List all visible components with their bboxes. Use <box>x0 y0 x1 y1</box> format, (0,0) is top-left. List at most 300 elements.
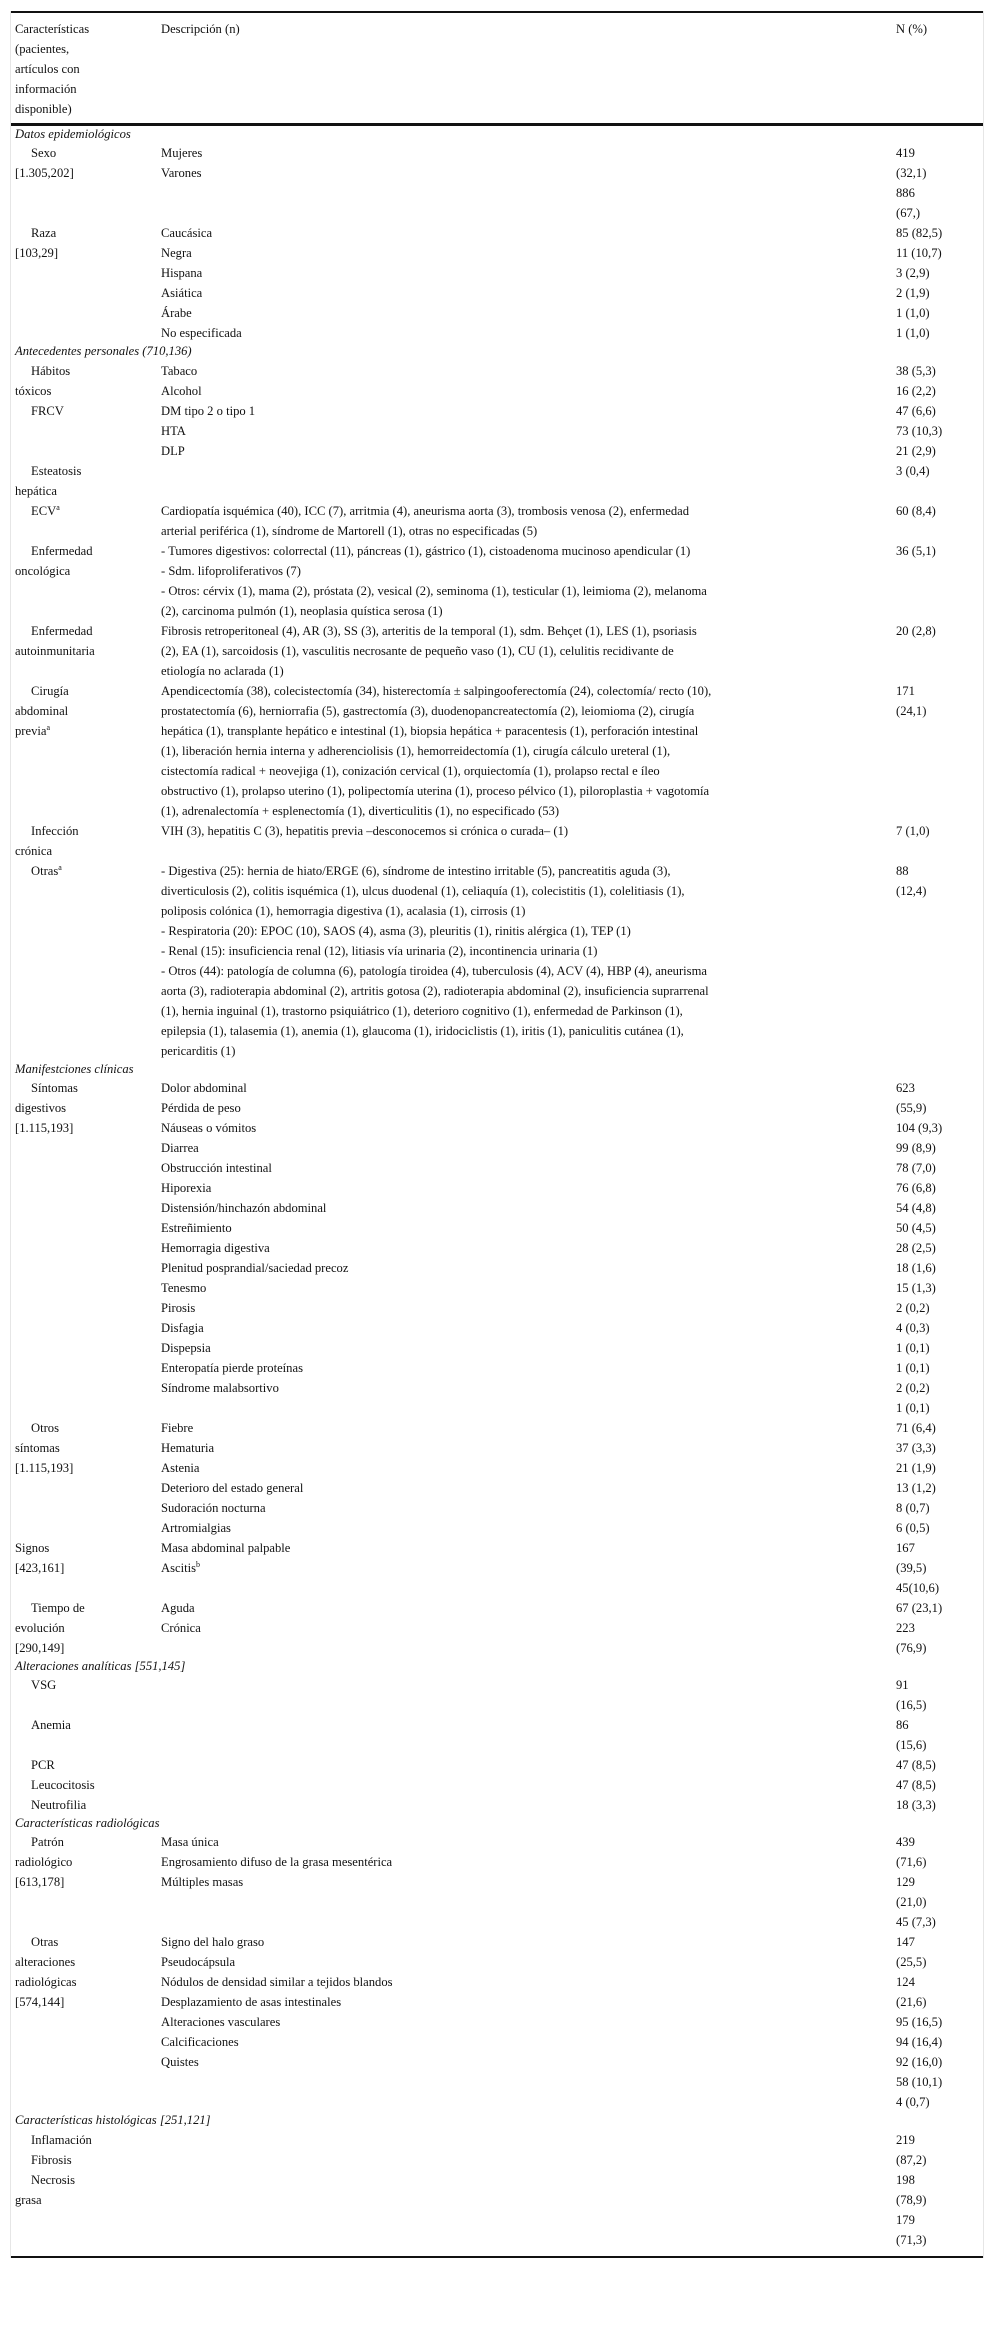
description-cell <box>157 1418 892 1538</box>
n-percent-value: 16 (2,2) <box>896 383 936 398</box>
header-line: (pacientes, <box>15 42 70 56</box>
description-item <box>161 1518 888 1538</box>
description-text: Signo del halo graso <box>161 1935 265 1950</box>
description-item <box>161 361 888 381</box>
description-text: aorta (3), radioterapia abdominal (2), artritis gotosa (2), radioterapia abdominal (2), insuficiencia suprarrenal <box>161 983 709 998</box>
description-item <box>161 1618 888 1638</box>
description-text: Desplazamiento de asas intestinales <box>161 1995 342 2010</box>
description-item <box>161 1558 888 1578</box>
n-percent-value: 38 (5,3) <box>896 363 936 378</box>
table-row <box>11 2130 983 2256</box>
description-item <box>161 2052 888 2072</box>
table-row <box>11 223 983 343</box>
description-item <box>161 2012 888 2032</box>
n-percent-value: 71 (6,4) <box>896 1420 936 1435</box>
description-item <box>161 303 888 323</box>
description-item <box>161 601 888 621</box>
n-percent-cell <box>892 1715 983 1755</box>
description-text: Calcificaciones <box>161 2035 239 2050</box>
table-bottom-rule <box>11 2256 983 2258</box>
description-text: Distensión/hinchazón abdominal <box>161 1200 327 1215</box>
description-text: Alcohol <box>161 383 202 398</box>
n-percent-value: (71,6) <box>896 1855 927 1870</box>
n-percent-value: 28 (2,5) <box>896 1240 936 1255</box>
n-percent-cell <box>892 1775 983 1795</box>
characteristic-cell <box>11 681 157 821</box>
characteristic-cell <box>11 461 157 501</box>
description-text: No especificada <box>161 326 242 341</box>
n-percent-value: 50 (4,5) <box>896 1220 936 1235</box>
n-percent-value: (87,2) <box>896 2152 927 2167</box>
description-item <box>161 1158 888 1178</box>
n-percent-value: 47 (8,5) <box>896 1778 936 1793</box>
footnote-marker: a <box>46 722 51 732</box>
characteristic-cell <box>11 821 157 861</box>
description-item <box>161 1078 888 1098</box>
characteristic-label-text: Otras <box>31 863 59 878</box>
description-cell <box>157 143 892 223</box>
n-percent-value: (67,) <box>896 206 921 221</box>
description-text: (1), adrenalectomía + esplenectomía (1), diverticulitis (1), no especificado (53) <box>161 803 560 818</box>
description-text: Aguda <box>161 1600 195 1615</box>
n-percent-value: 21 (2,9) <box>896 443 936 458</box>
header-n-percent <box>892 12 983 125</box>
n-percent-value: 45(10,6) <box>896 1580 940 1595</box>
characteristic-label: abdominal <box>15 703 69 718</box>
description-cell <box>157 1755 892 1775</box>
description-text: poliposis colónica (1), hemorragia digestiva (1), acalasia (1), cirrosis (1) <box>161 903 526 918</box>
description-item <box>161 2032 888 2052</box>
description-item <box>161 1041 888 1061</box>
description-cell <box>157 681 892 821</box>
n-percent-value: 7 (1,0) <box>896 823 930 838</box>
n-percent-cell <box>892 1538 983 1598</box>
header-description-label: Descripción (n) <box>161 22 240 36</box>
n-percent-value: 439 <box>896 1835 915 1850</box>
description-text: Tabaco <box>161 363 198 378</box>
n-percent-value: 104 (9,3) <box>896 1120 943 1135</box>
description-text: Nódulos de densidad similar a tejidos blandos <box>161 1975 393 1990</box>
description-text: (2), EA (1), sarcoidosis (1), vasculitis necrosante de pequeño vaso (1), CU (1), celulitis recidivante de <box>161 643 674 658</box>
n-percent-value: (21,0) <box>896 1895 927 1910</box>
description-cell <box>157 541 892 621</box>
description-item <box>161 941 888 961</box>
description-item <box>161 721 888 741</box>
description-item <box>161 621 888 641</box>
characteristic-label: digestivos <box>15 1100 67 1115</box>
characteristic-cell <box>11 1832 157 1932</box>
n-percent-value: (24,1) <box>896 703 927 718</box>
description-text: Múltiples masas <box>161 1875 244 1890</box>
description-text: Apendicectomía (38), colecistectomía (34), histerectomía ± salpingooferectomía (24), colectomía/ recto (10), <box>161 683 712 698</box>
characteristic-cell <box>11 1795 157 1815</box>
section-title: Manifestciones clínicas <box>15 1061 134 1076</box>
n-percent-value: 18 (1,6) <box>896 1260 936 1275</box>
description-item <box>161 223 888 243</box>
description-text: Hispana <box>161 266 203 281</box>
n-percent-value: 37 (3,3) <box>896 1440 936 1455</box>
n-percent-cell <box>892 461 983 501</box>
characteristic-cell <box>11 223 157 343</box>
n-percent-cell <box>892 501 983 541</box>
description-item <box>161 1001 888 1021</box>
n-percent-value: 73 (10,3) <box>896 423 943 438</box>
description-item <box>161 1378 888 1398</box>
description-text: Estreñimiento <box>161 1220 232 1235</box>
table-row <box>11 821 983 861</box>
description-text: Negra <box>161 246 192 261</box>
description-text: etiología no aclarada (1) <box>161 663 284 678</box>
description-cell <box>157 621 892 681</box>
n-percent-value: 2 (0,2) <box>896 1380 930 1395</box>
characteristic-label: Enfermedad <box>31 623 93 638</box>
n-percent-cell <box>892 1675 983 1715</box>
footnote-marker: b <box>195 1559 200 1569</box>
n-percent-cell <box>892 361 983 401</box>
n-percent-cell <box>892 2130 983 2256</box>
table-row <box>11 461 983 501</box>
n-percent-value: 1 (0,1) <box>896 1400 930 1415</box>
description-text: Dispepsia <box>161 1340 211 1355</box>
header-n-percent-label: N (%) <box>896 22 928 36</box>
description-text: Náuseas o vómitos <box>161 1120 257 1135</box>
description-item <box>161 401 888 421</box>
characteristic-label: Raza <box>31 226 57 241</box>
n-percent-value: 94 (16,4) <box>896 2035 943 2050</box>
description-text: Astenia <box>161 1460 200 1475</box>
characteristic-cell <box>11 1715 157 1755</box>
table-row <box>11 1418 983 1538</box>
n-percent-value: 85 (82,5) <box>896 226 943 241</box>
characteristic-cell <box>11 861 157 1061</box>
n-percent-value: 171 <box>896 683 915 698</box>
description-item <box>161 1021 888 1041</box>
description-text: pericarditis (1) <box>161 1043 236 1058</box>
n-percent-value: (32,1) <box>896 166 927 181</box>
characteristic-label: grasa <box>15 2192 42 2207</box>
description-text: (1), hernia inguinal (1), trastorno psiquiátrico (1), deterioro cognitivo (1), enfermedad de Parkinson (1), <box>161 1003 683 1018</box>
description-text: Asiática <box>161 286 203 301</box>
n-percent-value: 20 (2,8) <box>896 623 936 638</box>
table-row <box>11 541 983 621</box>
n-percent-value: 21 (1,9) <box>896 1460 936 1475</box>
description-text: Alteraciones vasculares <box>161 2015 281 2030</box>
description-text: Dolor abdominal <box>161 1080 247 1095</box>
n-percent-value: 92 (16,0) <box>896 2055 943 2070</box>
characteristic-label: autoinmunitaria <box>15 643 95 658</box>
description-cell <box>157 223 892 343</box>
description-item <box>161 263 888 283</box>
n-percent-value: 58 (10,1) <box>896 2075 943 2090</box>
description-item <box>161 1138 888 1158</box>
characteristic-label: Leucocitosis <box>31 1778 95 1793</box>
header-characteristics <box>11 12 157 125</box>
description-text: epilepsia (1), talasemia (1), anemia (1), glaucoma (1), iridociclistis (1), iritis (1), paniculitis cutánea (1), <box>161 1023 684 1038</box>
description-cell <box>157 1538 892 1598</box>
description-item <box>161 1498 888 1518</box>
n-percent-value: 198 <box>896 2172 915 2187</box>
description-item <box>161 1952 888 1972</box>
description-item <box>161 1418 888 1438</box>
n-percent-value: 129 <box>896 1875 915 1890</box>
n-percent-value: 2 (0,2) <box>896 1300 930 1315</box>
characteristic-label: oncológica <box>15 563 71 578</box>
characteristic-cell <box>11 621 157 681</box>
description-item <box>161 1278 888 1298</box>
header-line: Características <box>15 22 90 36</box>
characteristic-label: VSG <box>31 1678 57 1693</box>
characteristic-label: Esteatosis <box>31 463 82 478</box>
description-item <box>161 981 888 1001</box>
n-percent-value: 3 (0,4) <box>896 463 930 478</box>
table-row <box>11 1715 983 1755</box>
characteristics-table <box>11 11 983 2256</box>
n-percent-value: 167 <box>896 1540 915 1555</box>
description-item <box>161 901 888 921</box>
description-item <box>161 741 888 761</box>
description-item <box>161 1218 888 1238</box>
description-item <box>161 1298 888 1318</box>
description-text: Mujeres <box>161 146 203 161</box>
characteristic-label-with-footnote <box>15 501 153 521</box>
n-percent-cell <box>892 1932 983 2112</box>
n-percent-cell <box>892 143 983 223</box>
characteristic-cell <box>11 401 157 461</box>
characteristic-label-with-footnote <box>15 861 153 881</box>
n-percent-value: 11 (10,7) <box>896 246 942 261</box>
n-percent-value: 13 (1,2) <box>896 1480 936 1495</box>
characteristic-label: tóxicos <box>15 383 52 398</box>
description-item <box>161 1538 888 1558</box>
description-text: Pirosis <box>161 1300 196 1315</box>
section-header-row <box>11 1815 983 1832</box>
characteristic-label: Inflamación <box>31 2132 92 2147</box>
characteristic-cell <box>11 1598 157 1658</box>
table-row <box>11 861 983 1061</box>
description-item <box>161 1852 888 1872</box>
n-percent-value: 124 <box>896 1975 915 1990</box>
description-cell <box>157 361 892 401</box>
section-title: Antecedentes personales (710,136) <box>15 344 192 359</box>
characteristic-cell <box>11 2130 157 2256</box>
description-cell <box>157 1932 892 2112</box>
description-text: Hematuria <box>161 1440 215 1455</box>
n-percent-value: 67 (23,1) <box>896 1600 943 1615</box>
n-percent-value: 179 <box>896 2212 915 2227</box>
description-text: Obstrucción intestinal <box>161 1160 272 1175</box>
n-percent-cell <box>892 621 983 681</box>
description-item <box>161 323 888 343</box>
description-item <box>161 1438 888 1458</box>
n-percent-value: 886 <box>896 186 915 201</box>
n-percent-cell <box>892 821 983 861</box>
characteristic-label: [613,178] <box>15 1875 65 1890</box>
n-percent-value: (39,5) <box>896 1560 927 1575</box>
table-row <box>11 681 983 821</box>
characteristic-label: síntomas <box>15 1440 60 1455</box>
description-text: - Respiratoria (20): EPOC (10), SAOS (4), asma (3), pleuritis (1), rinitis alérgica (1), TEP (1) <box>161 923 631 938</box>
n-percent-cell <box>892 1418 983 1538</box>
description-item <box>161 701 888 721</box>
n-percent-value: 76 (6,8) <box>896 1180 936 1195</box>
description-text: DLP <box>161 443 185 458</box>
table-row <box>11 1675 983 1715</box>
description-text: - Sdm. lifoproliferativos (7) <box>161 563 301 578</box>
n-percent-value: 36 (5,1) <box>896 543 936 558</box>
table-row <box>11 501 983 541</box>
n-percent-cell <box>892 861 983 1061</box>
characteristic-cell <box>11 143 157 223</box>
description-cell <box>157 1795 892 1815</box>
description-item <box>161 441 888 461</box>
description-item <box>161 283 888 303</box>
description-item <box>161 761 888 781</box>
table-row <box>11 143 983 223</box>
description-text: Sudoración nocturna <box>161 1500 266 1515</box>
description-item <box>161 1872 888 1892</box>
characteristic-label: Necrosis <box>31 2172 76 2187</box>
characteristic-label: alteraciones <box>15 1955 76 1970</box>
description-cell <box>157 501 892 541</box>
characteristic-label: Fibrosis <box>31 2152 72 2167</box>
n-percent-value: 45 (7,3) <box>896 1915 936 1930</box>
table-header-row <box>11 12 983 125</box>
description-text: Árabe <box>161 306 192 321</box>
characteristic-label-text: ECV <box>31 503 57 518</box>
characteristic-cell <box>11 361 157 401</box>
characteristic-label: Cirugía <box>31 683 69 698</box>
description-text: (2), carcinoma pulmón (1), neoplasia quística serosa (1) <box>161 603 443 618</box>
table-row <box>11 361 983 401</box>
characteristic-label: Enfermedad <box>31 543 93 558</box>
description-text: Masa abdominal palpable <box>161 1540 291 1555</box>
description-text: HTA <box>161 423 186 438</box>
n-percent-value: 99 (8,9) <box>896 1140 936 1155</box>
description-text: - Tumores digestivos: colorrectal (11), páncreas (1), gástrico (1), cistoadenoma mucinoso apendicular (1) <box>161 543 691 558</box>
description-item <box>161 661 888 681</box>
header-line: información <box>15 82 77 96</box>
description-text: Enteropatía pierde proteínas <box>161 1360 303 1375</box>
description-item <box>161 821 888 841</box>
description-item <box>161 1972 888 1992</box>
n-percent-value: 91 <box>896 1678 909 1693</box>
description-item <box>161 421 888 441</box>
characteristic-cell <box>11 1418 157 1538</box>
table-body <box>11 125 983 2256</box>
description-text: Crónica <box>161 1620 201 1635</box>
description-cell <box>157 861 892 1061</box>
description-item <box>161 1932 888 1952</box>
table-container <box>10 11 984 2258</box>
description-item <box>161 1258 888 1278</box>
description-item <box>161 1338 888 1358</box>
characteristic-label: Síntomas <box>31 1080 78 1095</box>
n-percent-cell <box>892 1078 983 1418</box>
description-item <box>161 641 888 661</box>
description-item <box>161 561 888 581</box>
section-title: Características histológicas [251,121] <box>15 2113 211 2128</box>
characteristic-cell <box>11 1675 157 1715</box>
description-item <box>161 1992 888 2012</box>
n-percent-value: 2 (1,9) <box>896 286 930 301</box>
n-percent-cell <box>892 1795 983 1815</box>
description-text: Masa única <box>161 1835 219 1850</box>
description-cell <box>157 2130 892 2256</box>
description-item <box>161 1458 888 1478</box>
description-cell <box>157 1715 892 1755</box>
characteristic-label: [290,149] <box>15 1640 65 1655</box>
description-item <box>161 781 888 801</box>
section-title: Alteraciones analíticas [551,145] <box>15 1658 186 1673</box>
characteristic-cell <box>11 1775 157 1795</box>
description-text: Ascitis <box>161 1560 196 1575</box>
n-percent-cell <box>892 541 983 621</box>
description-text: Artromialgias <box>161 1520 231 1535</box>
n-percent-value: 623 <box>896 1080 915 1095</box>
description-item <box>161 1598 888 1618</box>
description-item <box>161 881 888 901</box>
table-row <box>11 1755 983 1775</box>
footnote-marker: a <box>56 502 60 512</box>
characteristic-label: [1.115,193] <box>15 1460 74 1475</box>
characteristic-label: [103,29] <box>15 246 59 261</box>
footnote-marker: a <box>58 862 62 872</box>
n-percent-value: 15 (1,3) <box>896 1280 936 1295</box>
description-text: diverticulosis (2), colitis isquémica (1), ulcus duodenal (1), celiaquía (1), colecistitis (1), colelitiasis (1), <box>161 883 685 898</box>
description-item <box>161 861 888 881</box>
description-text: - Renal (15): insuficiencia renal (12), litiasis vía urinaria (2), incontinencia urinaria (1) <box>161 943 598 958</box>
n-percent-value: 47 (8,5) <box>896 1758 936 1773</box>
description-item <box>161 501 888 521</box>
characteristic-label: Patrón <box>31 1835 64 1850</box>
table-row <box>11 401 983 461</box>
section-header-row <box>11 1658 983 1675</box>
n-percent-value: 86 <box>896 1718 909 1733</box>
description-cell <box>157 461 892 501</box>
table-row <box>11 1795 983 1815</box>
description-text: Cardiopatía isquémica (40), ICC (7), arritmia (4), aneurisma aorta (3), trombosis venosa (2), enfermedad <box>161 503 690 518</box>
description-item <box>161 1178 888 1198</box>
n-percent-cell <box>892 223 983 343</box>
description-item <box>161 1832 888 1852</box>
description-item <box>161 381 888 401</box>
characteristic-label: Infección <box>31 823 79 838</box>
n-percent-value: (25,5) <box>896 1955 927 1970</box>
n-percent-value: 1 (0,1) <box>896 1360 930 1375</box>
characteristic-label: [1.305,202] <box>15 166 74 181</box>
description-text: - Otros: cérvix (1), mama (2), próstata (2), vesical (2), seminoma (1), testicular (1), leimioma (2), melanoma <box>161 583 707 598</box>
n-percent-value: 8 (0,7) <box>896 1500 930 1515</box>
characteristic-label-text: previa <box>15 723 47 738</box>
section-header-row <box>11 343 983 360</box>
table-row <box>11 621 983 681</box>
n-percent-value: 4 (0,3) <box>896 1320 930 1335</box>
description-text: Fibrosis retroperitoneal (4), AR (3), SS (3), arteritis de la temporal (1), sdm. Behçet (1), LES (1), psoriasis <box>161 623 697 638</box>
description-text: Pérdida de peso <box>161 1100 241 1115</box>
n-percent-value: 419 <box>896 146 915 161</box>
description-item <box>161 541 888 561</box>
n-percent-value: 147 <box>896 1935 915 1950</box>
description-text: Varones <box>161 166 202 181</box>
table-row <box>11 1078 983 1418</box>
description-text: Disfagia <box>161 1320 204 1335</box>
n-percent-value: 1 (0,1) <box>896 1340 930 1355</box>
description-text: hepática (1), transplante hepático e intestinal (1), biopsia hepática + paracentesis (1), perforación intestinal <box>161 723 699 738</box>
description-item <box>161 681 888 701</box>
description-text: Fiebre <box>161 1420 194 1435</box>
description-item <box>161 1098 888 1118</box>
description-item <box>161 1118 888 1138</box>
